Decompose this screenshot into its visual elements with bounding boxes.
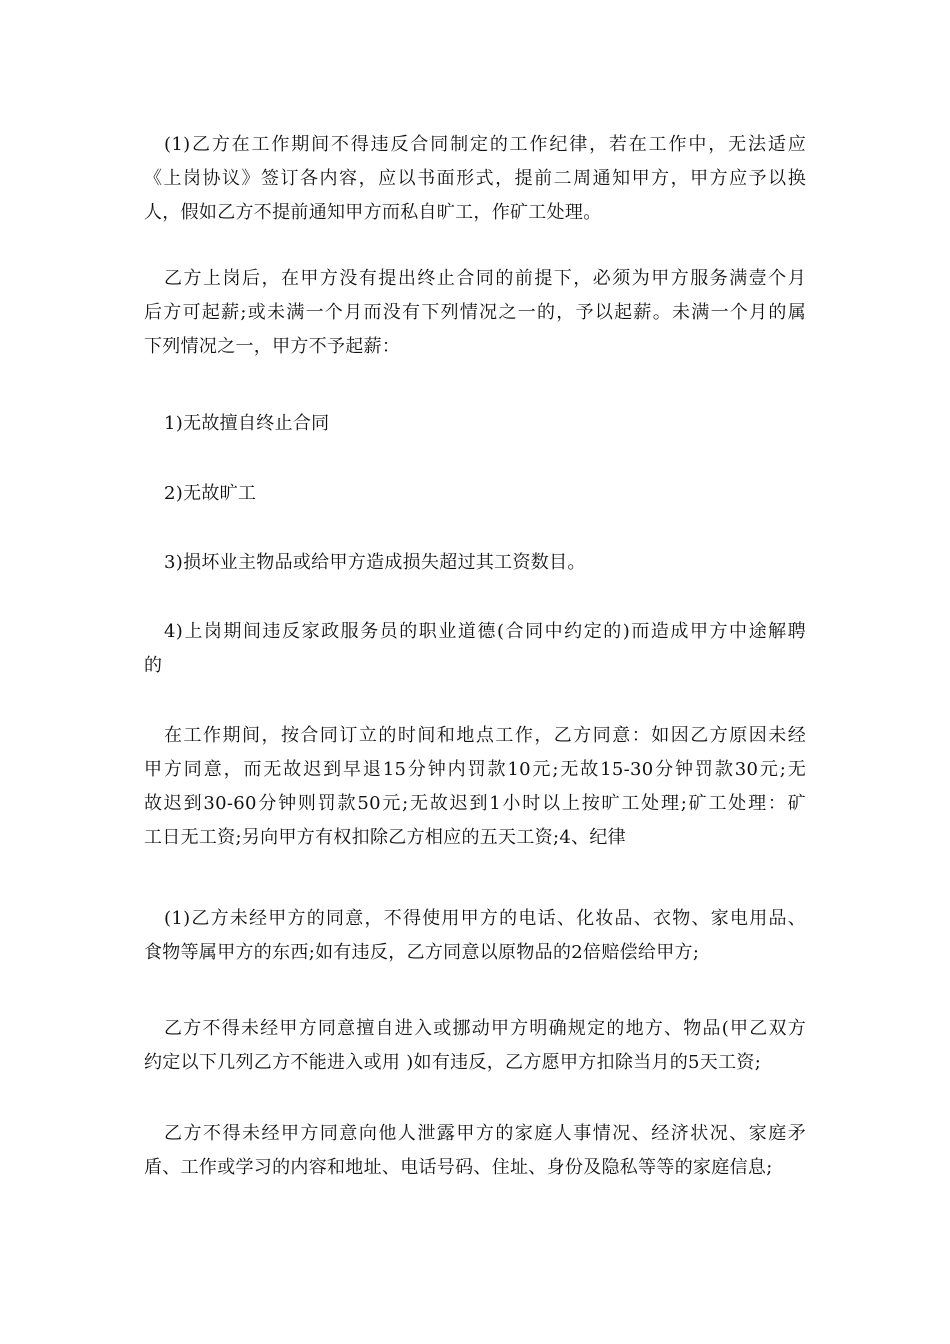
text-line: 人，假如乙方不提前通知甲方而私自旷工，作矿工处理。	[144, 202, 602, 223]
text-line: 工日无工资;另向甲方有权扣除乙方相应的五天工资;4、纪律	[144, 827, 626, 848]
paragraph-work-discipline	[144, 128, 806, 230]
list-item-ethics	[144, 615, 806, 683]
text-line: 乙方不得未经甲方同意擅自进入或挪动甲方明确规定的地方、物品(甲乙双方	[164, 1018, 806, 1039]
list-item-absence	[144, 477, 806, 511]
text-line: (1)乙方未经甲方的同意，不得使用甲方的电话、化妆品、衣物、家电用品、	[164, 908, 806, 929]
text-line: 3)损坏业主物品或给甲方造成损失超过其工资数目。	[164, 552, 586, 573]
text-line: 2)无故旷工	[164, 483, 257, 504]
text-line: (1)乙方在工作期间不得违反合同制定的工作纪律，若在工作中，无法适应	[164, 134, 806, 155]
list-item-damage	[144, 546, 806, 580]
paragraph-salary-start	[144, 262, 806, 364]
text-line: 食物等属甲方的东西;如有违反，乙方同意以原物品的2倍赔偿给甲方;	[144, 942, 700, 963]
list-item-terminate-contract	[144, 407, 806, 441]
paragraph-property-use	[144, 902, 806, 970]
text-line: 盾、工作或学习的内容和地址、电话号码、住址、身份及隐私等等的家庭信息;	[144, 1157, 773, 1178]
text-line: 下列情况之一，甲方不予起薪：	[144, 336, 401, 357]
text-line: 的	[144, 655, 163, 676]
text-line: 甲方同意，而无故迟到早退15分钟内罚款10元;无故15-30分钟罚款30元;无	[144, 759, 806, 780]
text-line: 约定以下几列乙方不能进入或用 )如有违反，乙方愿甲方扣除当月的5天工资;	[144, 1052, 762, 1073]
text-line: 故迟到30-60分钟则罚款50元;无故迟到1小时以上按旷工处理;矿工处理：矿	[144, 793, 806, 814]
text-line: 乙方上岗后，在甲方没有提出终止合同的前提下，必须为甲方服务满壹个月	[164, 268, 806, 289]
text-line: 乙方不得未经甲方同意向他人泄露甲方的家庭人事情况、经济状况、家庭矛	[164, 1123, 806, 1144]
paragraph-restricted-areas	[144, 1012, 806, 1080]
text-line: 后方可起薪;或未满一个月而没有下列情况之一的，予以起薪。未满一个月的属	[144, 302, 806, 323]
text-line: 1)无故擅自终止合同	[164, 413, 330, 434]
text-line: 《上岗协议》签订各内容，应以书面形式，提前二周通知甲方，甲方应予以换	[144, 168, 806, 189]
text-line: 在工作期间，按合同订立的时间和地点工作，乙方同意：如因乙方原因未经	[164, 725, 806, 746]
text-line: 4)上岗期间违反家政服务员的职业道德(合同中约定的)而造成甲方中途解聘	[164, 621, 806, 642]
paragraph-privacy	[144, 1117, 806, 1185]
paragraph-attendance-penalties	[144, 719, 806, 855]
